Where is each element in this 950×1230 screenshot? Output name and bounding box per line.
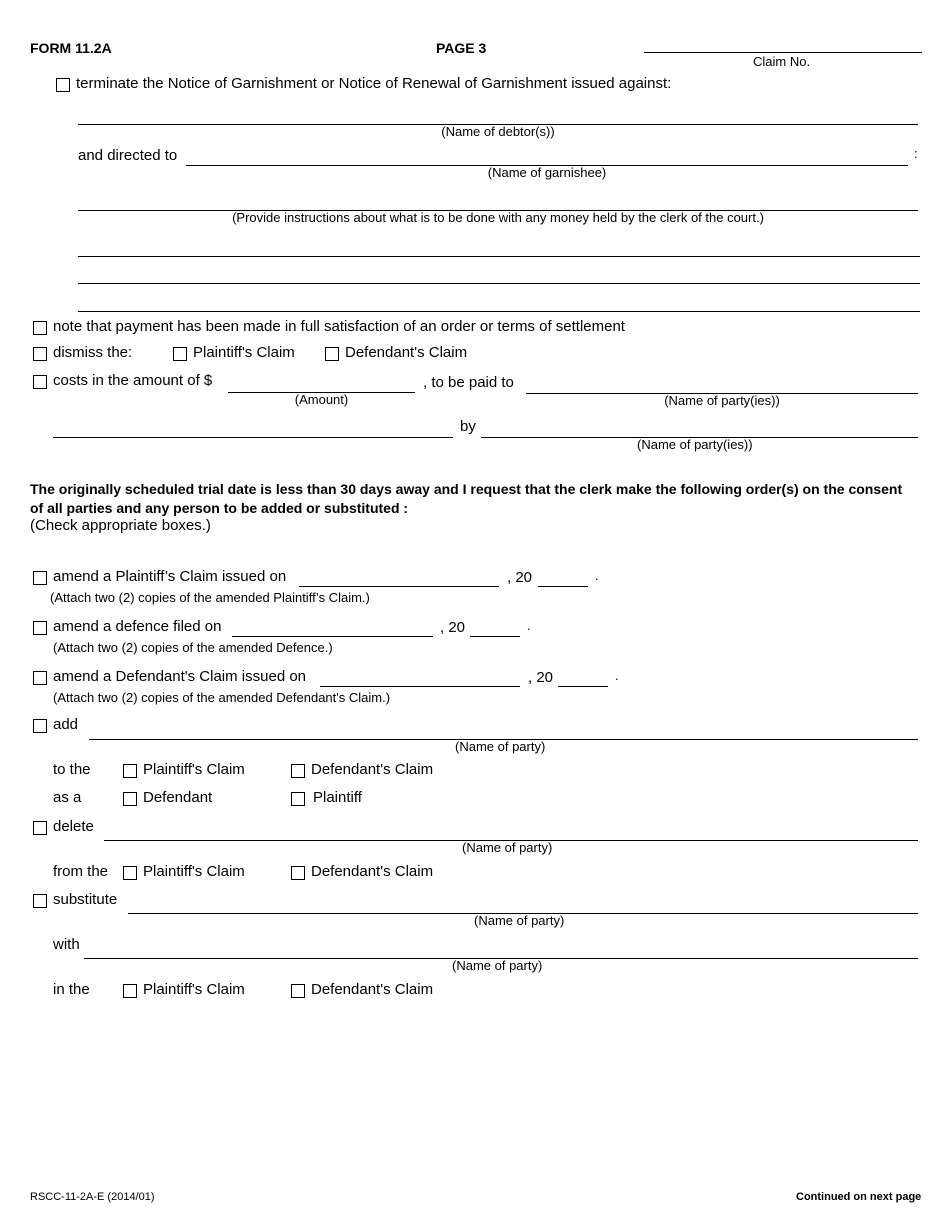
delete-from-the-label: from the	[53, 863, 109, 880]
costs-label: costs in the amount of $	[53, 372, 213, 389]
instructions-caption: (Provide instructions about what is to be done with any money held by the clerk of the court.)	[232, 210, 764, 225]
payment-note-label: note that payment has been made in full satisfaction of an order or terms of settlement	[53, 318, 625, 335]
amend-plaintiffs-claim-note: (Attach two (2) copies of the amended Plaintiff’s Claim.)	[50, 590, 370, 605]
amend-defendants-claim-checkbox[interactable]	[33, 671, 47, 685]
amend-plaintiffs-claim-label: amend a Plaintiff’s Claim issued on	[53, 568, 287, 585]
payment-note-checkbox[interactable]	[33, 321, 47, 335]
debtor-name-caption: (Name of debtor(s))	[441, 124, 555, 139]
page-number: PAGE 3	[436, 40, 487, 56]
delete-from-plaintiffs-claim-checkbox[interactable]	[123, 866, 137, 880]
dismiss-defendants-claim-checkbox[interactable]	[325, 347, 339, 361]
claim-no-label: Claim No.	[753, 54, 811, 69]
claim-no-field[interactable]	[644, 52, 922, 53]
form-number: FORM 11.2A	[30, 40, 112, 56]
amend-defence-label: amend a defence filed on	[53, 618, 222, 635]
amend-plaintiffs-claim-date-field[interactable]	[299, 586, 499, 587]
add-party-caption: (Name of party)	[455, 739, 546, 754]
continued-note: Continued on next page	[796, 1191, 922, 1203]
by-label: by	[460, 418, 476, 435]
amend-defendants-claim-note: (Attach two (2) copies of the amended Defendant's Claim.)	[53, 690, 391, 705]
add-as-defendant-label: Defendant	[143, 789, 213, 806]
garnishee-name-caption: (Name of garnishee)	[487, 165, 607, 180]
substitute-party-checkbox[interactable]	[33, 894, 47, 908]
amend-defendants-claim-label: amend a Defendant's Claim issued on	[53, 668, 307, 685]
amend-plaintiffs-claim-period: .	[595, 568, 599, 583]
paid-to-label: , to be paid to	[423, 374, 514, 391]
delete-from-defendants-claim-label: Defendant's Claim	[311, 863, 434, 880]
add-party-checkbox[interactable]	[33, 719, 47, 733]
amend-plaintiffs-claim-year-field[interactable]	[538, 586, 588, 587]
amend-defendants-claim-year-prefix: , 20	[528, 669, 554, 686]
substitute-with-caption: (Name of party)	[452, 958, 543, 973]
substitute-in-plaintiffs-claim-label: Plaintiff's Claim	[143, 981, 245, 998]
trial-section-heading: The originally scheduled trial date is less than 30 days away and I request that the clerk make the following order(s) on the consent of all parties and any person to be added or substituted :	[30, 481, 903, 516]
colon: :	[914, 146, 918, 161]
dismiss-checkbox[interactable]	[33, 347, 47, 361]
paid-by-party-caption: (Name of party(ies))	[637, 437, 753, 452]
costs-amount-caption: (Amount)	[294, 392, 349, 407]
instructions-line-3[interactable]	[78, 283, 920, 284]
substitute-party-label: substitute	[53, 891, 118, 908]
add-as-a-label: as a	[53, 789, 82, 806]
add-as-plaintiff-checkbox[interactable]	[291, 792, 305, 806]
directed-to-label: and directed to	[78, 147, 178, 164]
amend-defence-year-prefix: , 20	[440, 619, 466, 636]
instructions-line-2[interactable]	[78, 256, 920, 257]
trial-section-instruction: (Check appropriate boxes.)	[30, 517, 211, 534]
delete-party-label: delete	[53, 818, 94, 835]
amend-plaintiffs-claim-checkbox[interactable]	[33, 571, 47, 585]
terminate-garnishment-label: terminate the Notice of Garnishment or Notice of Renewal of Garnishment issued against:	[76, 75, 672, 92]
add-to-plaintiffs-claim-checkbox[interactable]	[123, 764, 137, 778]
dismiss-label: dismiss the:	[53, 344, 133, 361]
substitute-in-defendants-claim-checkbox[interactable]	[291, 984, 305, 998]
form-code: RSCC-11-2A-E (2014/01)	[30, 1191, 155, 1203]
add-to-defendants-claim-checkbox[interactable]	[291, 764, 305, 778]
delete-party-caption: (Name of party)	[462, 840, 553, 855]
substitute-in-defendants-claim-label: Defendant's Claim	[311, 981, 434, 998]
dismiss-plaintiffs-claim-checkbox[interactable]	[173, 347, 187, 361]
add-to-plaintiffs-claim-label: Plaintiff's Claim	[143, 761, 245, 778]
amend-plaintiffs-claim-year-prefix: , 20	[507, 569, 533, 586]
add-as-defendant-checkbox[interactable]	[123, 792, 137, 806]
terminate-garnishment-checkbox[interactable]	[56, 78, 70, 92]
amend-defendants-claim-period: .	[615, 668, 619, 683]
add-party-label: add	[53, 716, 79, 733]
substitute-in-the-label: in the	[53, 981, 90, 998]
dismiss-plaintiffs-claim-label: Plaintiff's Claim	[193, 344, 295, 361]
costs-checkbox[interactable]	[33, 375, 47, 389]
paid-to-party-caption: (Name of party(ies))	[664, 393, 780, 408]
substitute-with-label: with	[53, 936, 80, 953]
substitute-party-caption: (Name of party)	[474, 913, 565, 928]
costs-line-left[interactable]	[53, 437, 453, 438]
amend-defendants-claim-year-field[interactable]	[558, 686, 608, 687]
amend-defence-checkbox[interactable]	[33, 621, 47, 635]
amend-defence-year-field[interactable]	[470, 636, 520, 637]
delete-party-checkbox[interactable]	[33, 821, 47, 835]
dismiss-defendants-claim-label: Defendant's Claim	[345, 344, 468, 361]
delete-from-defendants-claim-checkbox[interactable]	[291, 866, 305, 880]
amend-defendants-claim-date-field[interactable]	[320, 686, 520, 687]
add-as-plaintiff-label: Plaintiff	[313, 789, 362, 806]
add-to-the-label: to the	[53, 761, 91, 778]
amend-defence-date-field[interactable]	[232, 636, 433, 637]
add-to-defendants-claim-label: Defendant's Claim	[311, 761, 434, 778]
amend-defence-period: .	[527, 618, 531, 633]
delete-from-plaintiffs-claim-label: Plaintiff's Claim	[143, 863, 245, 880]
amend-defence-note: (Attach two (2) copies of the amended Defence.)	[53, 640, 333, 655]
instructions-line-4[interactable]	[78, 311, 920, 312]
substitute-in-plaintiffs-claim-checkbox[interactable]	[123, 984, 137, 998]
